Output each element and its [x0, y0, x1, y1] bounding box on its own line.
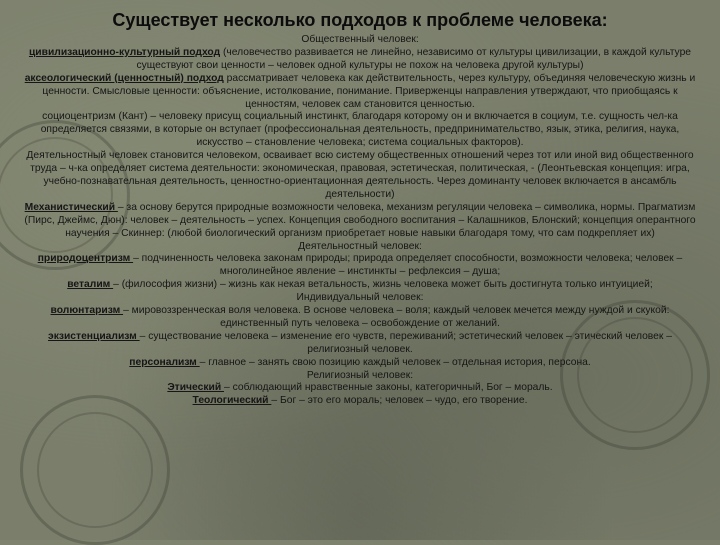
- paragraph-mechanistic: [16, 202, 704, 241]
- text-existentialism: – существование человека – изменение его чувств, переживаний; эстетический человек – этический человек – религиозный человек.: [139, 330, 672, 355]
- paragraph-civilizational: [16, 47, 704, 73]
- paragraph-vitalism: [16, 279, 704, 292]
- term-personalism: персонализм: [129, 356, 200, 368]
- term-existentialism: экзистенциализм: [48, 330, 140, 342]
- background-seal-graphic: [20, 395, 170, 545]
- text-vitalism: – (философия жизни) – жизнь как некая ветальность, жизнь человека может быть достигнута только интуицией;: [113, 279, 653, 291]
- term-mechanistic: Механистический: [24, 201, 118, 213]
- section-heading-religious: Религиозный человек:: [306, 369, 414, 381]
- term-theological: Теологический: [192, 395, 272, 407]
- paragraph-axiological: [16, 73, 704, 112]
- slide-body: [16, 34, 704, 408]
- text-civilizational: (человечество развивается не линейно, независимо от культуры цивилизации, в каждой культуре существуют свои ценности – человек одной культуры не похож на человека другой культуры): [136, 46, 692, 71]
- text-axiological: рассматривает человека как действительность, через культуру, объединяя человеческую жизнь и ценности. Смысловые ценности: объяснение, истолкование, понимание. Приверженцы направления утверждают, что приобщаясь к ценностям, человек сам становится ценностью.: [42, 72, 696, 110]
- section-heading-individual: Индивидуальный человек:: [296, 292, 424, 304]
- text-naturocentrism: – подчиненность человека законам природы; природа определяет способности, возможности человека; человек – многолинейное явление – инстинкты – рефлексия – душа;: [133, 253, 683, 278]
- section-heading-activity: Деятельностный человек:: [298, 240, 422, 252]
- term-axiological: аксеологический (ценностный) подход: [24, 72, 224, 84]
- text-personalism: – главное – занять свою позицию каждый человек – отдельная история, персона.: [199, 356, 591, 368]
- paragraph-voluntarism: [16, 305, 704, 331]
- text-mechanistic: – за основу берутся природные возможности человека, механизм регуляции человека – символика, нормы. Прагматизм (Пирс, Джеймс, Дюн): человек – деятельность – успех. Концепция свободного воспитания – Калашников, Блонский; концепция оперантного научения – Скиннер: (любой биологический организм приобретает новые навыки благодаря тому, что сам подкрепляет их): [24, 201, 696, 239]
- term-civilizational: цивилизационно-культурный подход: [28, 46, 221, 58]
- term-voluntarism: волюнтаризм: [50, 305, 124, 317]
- term-naturocentrism: природоцентризм: [37, 253, 134, 265]
- term-vitalism: веталим: [67, 279, 114, 291]
- text-ethical: – соблюдающий нравственные законы, категоричный, Бог – мораль.: [224, 382, 553, 394]
- text-theological: – Бог – это его мораль; человек – чудо, его творение.: [271, 395, 528, 407]
- paragraph-theological: [16, 395, 704, 408]
- paragraph-personalism: [16, 357, 704, 370]
- paragraph-ethical: [16, 382, 704, 395]
- paragraph-sociocentrism: социоцентризм (Кант) – человеку присущ социальный инстинкт, благодаря которому он и включается в социум, т.е. сущность чел-ка определяется связями, в которые он вступает (профессиональная деятельность, предпринимательство, язык, этика, религия, наука, искусство – становление человека; система социальных факторов).: [40, 111, 680, 149]
- paragraph-existentialism: [16, 331, 704, 357]
- text-voluntarism: – мировоззренческая воля человека. В основе человека – воля; каждый человек мечется между нуждой и скукой: единственный путь человека – освобождение от желаний.: [123, 305, 670, 329]
- paragraph-naturocentrism: [16, 253, 704, 279]
- section-heading-social: Общественный человек:: [301, 34, 419, 45]
- term-ethical: Этический: [167, 382, 225, 394]
- slide-title: Существует несколько подходов к проблеме человека:: [112, 10, 608, 30]
- paragraph-activity: Деятельностный человек становится человеком, осваивает всю систему общественных отношений через тот или иной вид общественного труда – ч-ка определяет система деятельности: экономическая, правовая, эстетическая, политическая, - (Леонтьевская концепция: игра, учебно-познавательная деятельность, ценностно-ориентационная деятельность. Через доминанту человек включается в ансамбль деятельности): [26, 150, 694, 200]
